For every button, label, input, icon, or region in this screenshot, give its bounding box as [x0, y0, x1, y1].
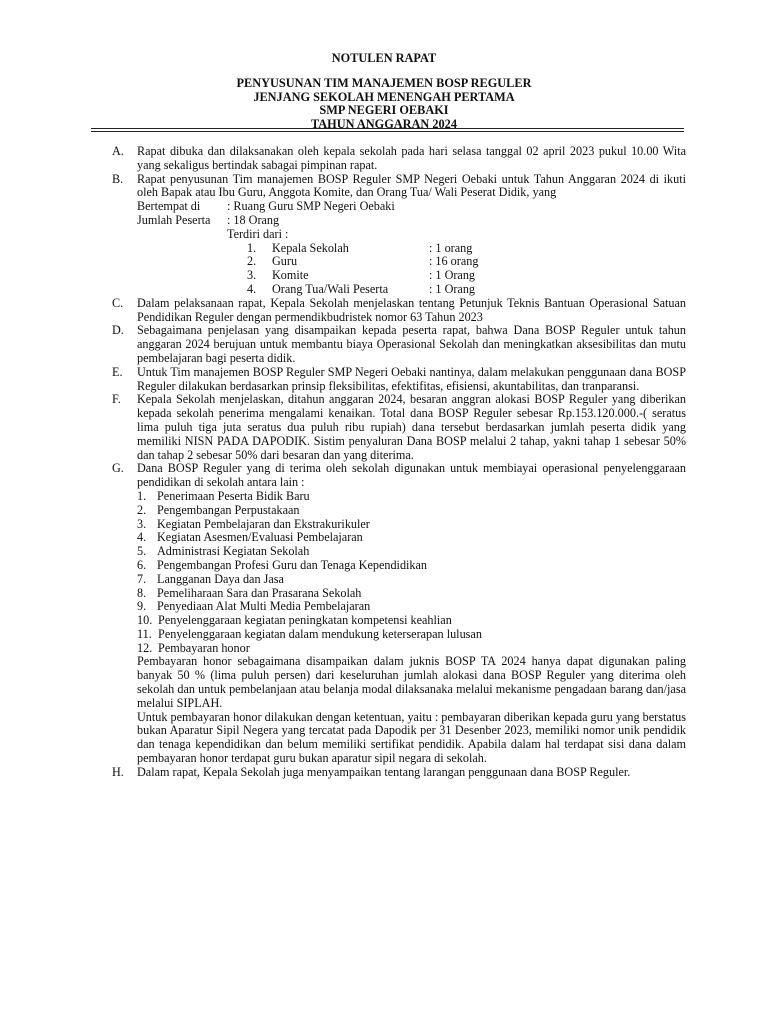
item-body	[137, 462, 686, 766]
list-item	[137, 490, 686, 504]
item-c	[112, 297, 686, 325]
list-text: Penerimaan Peserta Bidik Baru	[157, 488, 310, 503]
list-number: 3.	[137, 516, 147, 531]
header-rule-bottom	[91, 131, 684, 132]
subtitle-line-3: SMP NEGERI OEBAKI	[319, 103, 449, 118]
list-number: 10.	[137, 613, 153, 628]
list-text: Pengembangan Profesi Guru dan Tenaga Kependidikan	[157, 557, 428, 572]
item-text: Dalam rapat, Kepala Sekolah juga menyampaikan tentang larangan penggunaan dana BOSP Reguler.	[137, 764, 631, 779]
participant-name: Komite	[272, 268, 309, 283]
list-item	[137, 518, 686, 532]
item-e	[112, 366, 686, 394]
item-text: Untuk Tim manajemen BOSP Reguler SMP Negeri Oebaki nantinya, dalam melakukan penggunaan dana BOSP Reguler dilakukan berdasarkan prinsip fleksibilitas, efektifitas, efisiensi, akuntabilitas, dan tranparansi.	[137, 364, 686, 393]
list-text: Administrasi Kegiatan Sekolah	[157, 544, 310, 559]
list-number: 12.	[137, 640, 153, 655]
participant-row	[137, 242, 686, 256]
participant-count: : 16 orang	[429, 254, 479, 269]
list-number: 9.	[137, 599, 147, 614]
participant-number: 2.	[247, 254, 257, 269]
count-label: Jumlah Peserta	[137, 212, 211, 227]
list-text: Penyelenggaraan kegiatan dalam mendukung keterserapan lulusan	[158, 626, 482, 641]
list-item	[137, 531, 686, 545]
list-number: 8.	[137, 585, 147, 600]
item-text: Dalam pelaksanaan rapat, Kepala Sekolah menjelaskan tentang Petunjuk Teknis Bantuan Operasional Satuan Pendidikan Reguler dengan permendikbudristek nomor 63 Tahun 2023	[137, 295, 686, 324]
item-text: Kepala Sekolah menjelaskan, ditahun anggaran 2024, besaran anggran alokasi BOSP Reguler yang diberikan kepada sekolah penerima mengalami kenaikan. Total dana BOSP Reguler sebesar Rp.153.120.000.-( seratus lima puluh tiga juta seratus dua puluh ribu rupiah) dana tersebut berdasarkan jumlah peserta didik yang memiliki NISN PADA DAPODIK. Sistim penyaluran Dana BOSP melalui 2 tahap, yakni tahap 1 sebesar 50% dan tahap 2 sebesar 50% dari besaran dan yang diterima.	[137, 392, 686, 462]
list-item	[137, 642, 686, 656]
honor-paragraph-1: Pembayaran honor sebagaimana disampaikan dalam juknis BOSP TA 2024 hanya dapat digunakan paling banyak 50 % (lima puluh persen) dari keseluruhan jumlah alokasi dana BOSP Reguler yang diterima oleh sekolah dan untuk pembelanjaan atau belanja modal dilaksanaka melalui mekanisme pengadaan barang dan/jasa melalui SIPLAH.	[137, 654, 686, 710]
list-item	[137, 545, 686, 559]
subtitle-line-2: JENJANG SEKOLAH MENENGAH PERTAMA	[253, 89, 515, 104]
list-text: Penyelenggaraan kegiatan peningkatan kompetensi keahlian	[158, 613, 452, 628]
participant-name: Guru	[272, 254, 298, 269]
minutes-content	[112, 145, 686, 780]
list-item	[137, 600, 686, 614]
item-letter: D.	[112, 323, 124, 338]
item-body	[137, 173, 686, 297]
item-letter: B.	[112, 171, 124, 186]
item-f	[112, 393, 686, 462]
participant-name: Kepala Sekolah	[272, 240, 349, 255]
item-text: Rapat dibuka dan dilaksanakan oleh kepala sekolah pada hari selasa tanggal 02 april 2023 pukul 10.00 Wita yang sekaligus bertindak sabagai pimpinan rapat.	[137, 144, 686, 172]
list-item	[137, 587, 686, 601]
participant-count: : 1 orang	[429, 240, 473, 255]
item-d	[112, 324, 686, 365]
item-letter: F.	[112, 392, 121, 407]
list-number: 1.	[137, 488, 147, 503]
item-text: Rapat penyusunan Tim manajemen BOSP Reguler SMP Negeri Oebaki untuk Tahun Anggaran 2024 di ikuti oleh Bapak atau Ibu Guru, Anggota Komite, dan Orang Tua/ Wali Peserat Didik, yang	[137, 171, 686, 200]
list-number: 11.	[137, 626, 152, 641]
participant-name: Orang Tua/Wali Peserta	[272, 281, 389, 296]
usage-list	[137, 490, 686, 656]
list-text: Pembayaran honor	[158, 640, 250, 655]
list-item	[137, 614, 686, 628]
item-letter: E.	[112, 364, 123, 379]
title-block	[0, 52, 768, 132]
participant-number: 4.	[247, 281, 257, 296]
item-h	[112, 766, 686, 780]
list-text: Penyediaan Alat Multi Media Pembelajaran	[157, 599, 371, 614]
list-text: Langganan Daya dan Jasa	[157, 571, 284, 586]
item-text: Sebagaimana penjelasan yang disampaikan kepada peserta rapat, bahwa Dana BOSP Reguler untuk tahun anggaran 2024 berujuan untuk membantu biaya Operasional Sekolah dan meningkatkan aksesibilitas dan mutu pembelajaran bagi peserta didik.	[137, 323, 686, 365]
place-row	[137, 200, 686, 214]
participant-row	[137, 283, 686, 297]
subtitle-line-1: PENYUSUNAN TIM MANAJEMEN BOSP REGULER	[236, 75, 532, 90]
list-item	[137, 573, 686, 587]
place-label: Bertempat di	[137, 199, 201, 214]
count-value: : 18 Orang	[227, 212, 280, 227]
honor-paragraph-2: Untuk pembayaran honor dilakukan dengan ketentuan, yaitu : pembayaran diberikan kepada guru yang berstatus bukan Aparatur Sipil Negera yang tercatat pada Dapodik per 31 Desenber 2023, memiliki nomor unik pendidik dan tenaga kependidikan dan belum memiliki sertifikat pendidik. Apabila dalam hal terdapat sisi dana dalam pembayaran honor terdapat guru bukan aparatur sipil negara di sekolah.	[137, 709, 686, 766]
count-row	[137, 214, 686, 228]
list-number: 2.	[137, 502, 147, 517]
list-item	[137, 504, 686, 518]
participant-row	[137, 269, 686, 283]
list-text: Pengembangan Perpustakaan	[157, 502, 300, 517]
item-letter: C.	[112, 295, 124, 310]
item-letter: H.	[112, 764, 124, 779]
document-title: NOTULEN RAPAT	[331, 51, 437, 65]
item-a	[112, 145, 686, 173]
place-value: : Ruang Guru SMP Negeri Oebaki	[227, 199, 395, 214]
item-letter: G.	[112, 461, 124, 476]
participant-count: : 1 Orang	[429, 268, 476, 283]
list-number: 5.	[137, 544, 147, 559]
item-g	[112, 462, 686, 766]
participant-count: : 1 Orang	[429, 281, 476, 296]
subtitle-line-4: TAHUN ANGGARAN 2024	[311, 117, 457, 132]
consists-label: Terdiri dari :	[227, 226, 289, 241]
participant-number: 1.	[247, 240, 257, 255]
list-item	[137, 628, 686, 642]
list-number: 4.	[137, 530, 147, 545]
item-text: Dana BOSP Reguler yang di terima oleh sekolah digunakan untuk membiayai operasional penyelenggaraan pendidikan di sekolah antara lain :	[137, 461, 686, 490]
list-text: Pemeliharaan Sara dan Prasarana Sekolah	[157, 585, 362, 600]
list-number: 6.	[137, 557, 147, 572]
participant-row	[137, 255, 686, 269]
list-text: Kegiatan Asesmen/Evaluasi Pembelajaran	[157, 530, 363, 545]
item-letter: A.	[112, 144, 124, 158]
list-item	[137, 559, 686, 573]
participant-number: 3.	[247, 268, 257, 283]
header-rule-top	[91, 128, 684, 129]
list-number: 7.	[137, 571, 147, 586]
item-b	[112, 173, 686, 297]
list-text: Kegiatan Pembelajaran dan Ekstrakurikuler	[157, 516, 370, 531]
